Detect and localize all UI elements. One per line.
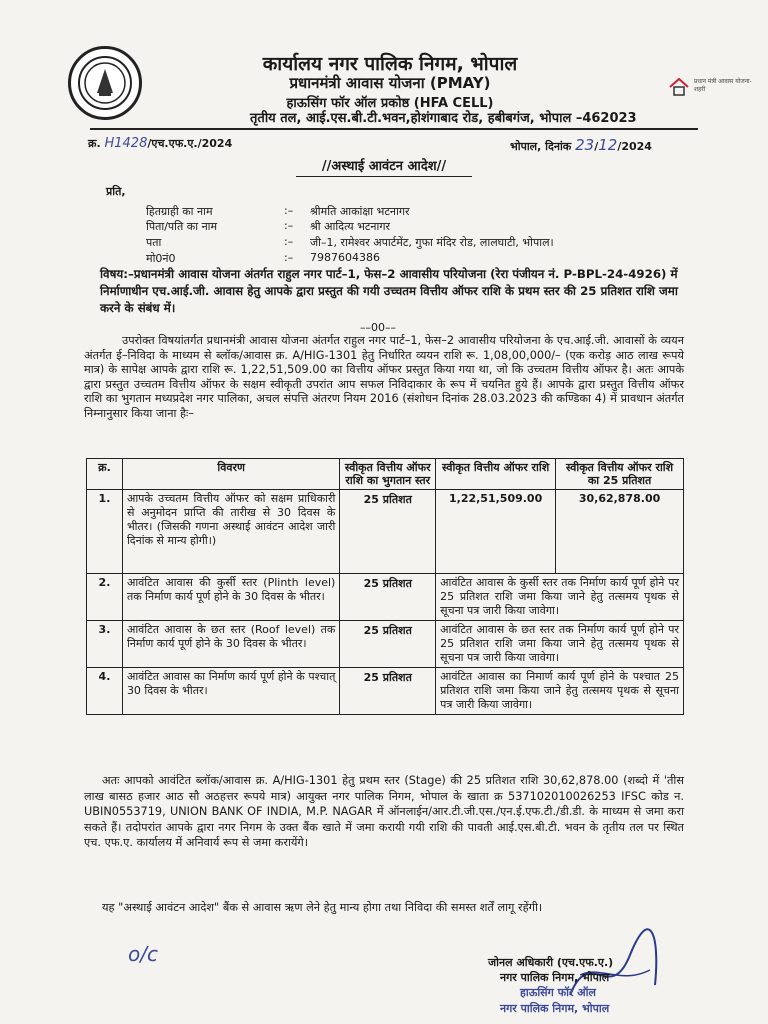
row-percent-amount: 30,62,878.00 xyxy=(556,490,684,574)
table-row xyxy=(87,668,684,715)
to-label: प्रति, xyxy=(106,185,126,198)
letter-date: भोपाल, दिनांक 23/12/2024 xyxy=(510,136,652,154)
table-row xyxy=(87,621,684,668)
office-address: तृतीय तल, आई.एस.बी.टी.भवन,होशंगाबाद रोड, हबीबगंज, भोपाल –462023 xyxy=(250,111,637,126)
scheme-name: प्रधानमंत्री आवास योजना (PMAY) xyxy=(289,74,491,92)
row-level: 25 प्रतिशत xyxy=(340,490,436,574)
office-name: कार्यालय नगर पालिक निगम, भोपाल xyxy=(262,53,518,75)
row-level: 25 प्रतिशत xyxy=(340,621,436,668)
payment-schedule-table xyxy=(86,458,684,715)
signatory-title: जोनल अधिकारी (एच.एफ.ए.) xyxy=(488,956,614,969)
header-divider xyxy=(90,128,698,130)
row-description: आवंटित आवास का निर्माण कार्य पूर्ण होने के पश्चात् 30 दिवस के भीतर। xyxy=(122,668,339,715)
cell-name: हाऊसिंग फॉर ऑल प्रकोष्ठ (HFA CELL) xyxy=(286,96,494,111)
stamp-line-2: नगर पालिक निगम, भोपाल xyxy=(500,1002,610,1015)
body-paragraph-2: अतः आपको आवंटित ब्लॉक/आवास क्र. A/HIG-1301 हेतु प्रथम स्तर (Stage) की 25 प्रतिशत राशि 30,62,878.00 (शब्दो में 'तीस लाख बासठ हजार आठ सौ अठहत्तर रूपये मात्र) आयुक्त नगर पालिक निगम, भोपाल के खाता क्र 537102010026253 IFSC कोड न. UBIN0553719, UNION BANK OF INDIA, M.P. NAGAR में ऑनलाईन/आर.टी.जी.एस./एन.ई.एफ.टी./डी.डी. के माध्यम से जमा करा सकते हैं। तदोपरांत आपके द्वारा नगर निगम के उक्त बैंक खाते में जमा करायी गयी राशि की पावती आई.एस.बी.टी. भवन के तृतीय तल पर स्थित एच. एफ.ए. कार्यालय में अनिवार्य रूप से जमा करायेंगे। xyxy=(84,774,684,849)
table-row xyxy=(87,490,684,574)
table-header: स्वीकृत वित्तीय ऑफर राशि xyxy=(436,459,556,490)
row-number: 1. xyxy=(87,490,123,574)
row-description: आवंटित आवास की कुर्सी स्तर (Plinth level) तक निर्माण कार्य पूर्ण होने के 30 दिवस के भीतर। xyxy=(122,574,339,621)
row-note: आवंटित आवास का निमार्ण कार्य पूर्ण होने के पश्चात 25 प्रतिशत राशि जमा किया जाने हेतु तत्समय पृथक से सूचना पत्र जारी किया जावेगा। xyxy=(436,668,684,715)
signatory-org: नगर पालिक निगम, भोपाल xyxy=(500,971,610,984)
handwritten-note: o/c xyxy=(128,942,158,966)
municipal-emblem-logo xyxy=(68,46,142,120)
house-icon xyxy=(668,76,690,98)
order-title: //अस्थाई आवंटन आदेश// xyxy=(296,156,472,177)
table-header: क्र. xyxy=(87,459,123,490)
row-level: 25 प्रतिशत xyxy=(340,668,436,715)
row-note: आवंटित आवास के कुर्सी स्तर तक निर्माण कार्य पूर्ण होने पर 25 प्रतिशत राशि जमा किया जाने हेतु तत्समय पृथक से सूचना पत्र जारी किया जावेगा। xyxy=(436,574,684,621)
table-header: विवरण xyxy=(122,459,339,490)
pmay-logo xyxy=(668,70,758,110)
subject-text: विषय:–प्रधानमंत्री आवास योजना अंतर्गत राहुल नगर पार्ट–1, फेस–2 आवासीय परियोजना (रेरा पंजीयन नं. P-BPL-24-4926) में निर्माणाधीन एच.आई.जी. आवास हेतु आपके द्वारा प्रस्तुत की गयी उच्चतम वित्तीय ऑफर राशि के प्रथम स्तर की 25 प्रतिशत राशि जमा करने के संबंध में। xyxy=(100,267,678,315)
document-page: प्रधान मंत्री आवास योजना-शहरी कार्यालय नगर पालिक निगम, भोपाल प्रधानमंत्री आवास योजना (PMAY) हाऊसिंग फॉर ऑल प्रकोष्ठ (HFA CELL) तृतीय तल, आई.एस.बी.टी.भवन,होशंगाबाद रोड, हबीबगंज, भोपाल –462023 क्र. H1428/एच.एफ.ए./2024 भोपाल, दिनांक 23/12/2024 //अस्थाई आवंटन आदेश// प्रति, हितग्राही का नाम :– श्रीमति आकांक्षा भटनागर पिता/पति का नाम :– श्री आदित्य भटनागर पता :– जी–1, रामेश्वर अपार्टमेंट, गुफा मंदिर रोड, लालघाटी, भोपाल। मो0नं0 :– 7987604386 विषय:–प्रधानमंत्री आवास योजना अंतर्गत राहुल नगर पार्ट–1, फेस–2 आवासीय परियोजना (रेरा पंजीयन नं. P-BPL-24-4926) में निर्माणाधीन एच.आई.जी. आवास हेतु आपके द्वारा प्रस्तुत की गयी उच्चतम वित्तीय ऑफर राशि के प्रथम स्तर की 25 प्रतिशत राशि जमा करने के संबंध में। ––00–– उपरोक्त विषयांतर्गत प्रधानमंत्री आवास योजना अंतर्गत राहुल नगर पार्ट–1, फेस–2 आवासीय परियोजना के एच.आई.जी. आवासों के व्ययन अंतर्गत ई–निविदा के माध्यम से ब्लॉक/आवास क्र. A/HIG-1301 हेतु निर्धारित व्ययन राशि रू. 1,08,00,000/– (एक करोड़ आठ लाख रूपये मात्र) के सापेक्ष आपके द्वारा राशि रू. 1,22,51,509.00 का वित्तीय ऑफर प्रस्तुत किया गया था, जो कि उच्चतम वित्तीय ऑफर है। अतः आपके द्वारा प्रस्तुत उच्चतम वित्तीय ऑफर के सक्षम स्वीकृती उपरांत आप सफल निविदाकार के रूप में चयनित हुये हैं। आपके द्वारा प्रस्तुत वित्तीय ऑफर राशि का भुगतान मध्यप्रदेश नगर पालिका, अचल संपत्ति अंतरण नियम 2016 (संशोधन दिनांक 28.03.2023 की कण्डिका 4) में प्रावधान अंतर्गत निम्नानुसार किया जाना हैः– क्र. विवरण स्वीकृत वित्तीय ऑफर राशि का भुगतान स्तर स्वीकृत वित्तीय ऑफर राशि स्वीकृत वित्तीय ऑफर राशि का 25 प्रतिशत 1. आपके उच्चतम वित्तीय ऑफर को सक्षम प्राधिकारी से अनुमोदन प्राप्ति की तारीख से 30 दिवस के भीतर। (जिसकी गणना अस्थाई आवंटन आदेश जारी दिनांक से मान्य होगी।) 25 प्रतिशत 1,22,51,509.00 30,62,878.00 2. आवंटित आवास की कुर्सी स्तर (Plinth level) तक निर्माण कार्य पूर्ण होने के 30 दिवस के भीतर। 25 प्रतिशत आवंटित आवास के कुर्सी स्तर तक निर्माण कार्य पूर्ण होने पर 25 प्रतिशत राशि जमा किया जाने हेतु तत्समय पृथक से सूचना पत्र जारी किया जावेगा। 3. आवंटित आवास के छत स्तर (Roof level) तक निर्माण कार्य पूर्ण होने के 30 दिवस के भीतर। 25 प्रतिशत आवंटित आवास के छत स्तर तक निर्माण कार्य पूर्ण होने पर 25 प्रतिशत राशि जमा किया जाने हेतु तत्समय पृथक से सूचना पत्र जारी किया जावेगा। 4. आवंटित आवास का निर्माण कार्य पूर्ण होने के पश्चात् 30 दिवस के भीतर। 25 प्रतिशत आवंटित आवास का निमार्ण कार्य पूर्ण होने के पश्चात 25 प्रतिशत राशि जमा किया जाने हेतु तत्समय पृथक से सूचना पत्र जारी किया जावेगा। अतः आपको आवंटित ब्लॉक/आवास क्र. A/HIG-1301 हेतु प्रथम स्तर (Stage) की 25 प्रतिशत राशि 30,62,878.00 (शब्दो में 'तीस लाख बासठ हजार आठ सौ अठहत्तर रूपये मात्र) आयुक्त नगर पालिक निगम, भोपाल के खाता क्र 537102010026253 IFSC कोड न. UBIN0553719, UNION BANK OF INDIA, M.P. NAGAR में ऑनलाईन/आर.टी.जी.एस./एन.ई.एफ.टी./डी.डी. के माध्यम से जमा करा सकते हैं। तदोपरांत आपके द्वारा नगर निगम के उक्त बैंक खाते में जमा करायी गयी राशि की पावती आई.एस.बी.टी. भवन के तृतीय तल पर स्थित एच. एफ.ए. कार्यालय में अनिवार्य रूप से जमा करायेंगे। यह "अस्थाई आवंटन आदेश" बैंक से आवास ऋण लेने हेतु मान्य होगा तथा निविदा की समस्त शर्तें लागू रहेंगी। o/c जोनल अधिकारी (एच.एफ.ए.) नगर पालिक निगम, भोपाल हाऊसिंग फॉर ऑल नगर पालिक निगम, भोपाल xyxy=(0,0,768,1024)
table-header: स्वीकृत वित्तीय ऑफर राशि का 25 प्रतिशत xyxy=(556,459,684,490)
row-level: 25 प्रतिशत xyxy=(340,574,436,621)
table-header: स्वीकृत वित्तीय ऑफर राशि का भुगतान स्तर xyxy=(340,459,436,490)
row-number: 2. xyxy=(87,574,123,621)
reference-number: क्र. H1428/एच.एफ.ए./2024 xyxy=(88,136,233,151)
separator: ––00–– xyxy=(360,321,396,334)
body-paragraph-3: यह "अस्थाई आवंटन आदेश" बैंक से आवास ऋण लेने हेतु मान्य होगा तथा निविदा की समस्त शर्तें लागू रहेंगी। xyxy=(102,901,543,914)
table-row xyxy=(87,574,684,621)
table-header-row xyxy=(87,459,684,490)
stamp-line-1: हाऊसिंग फॉर ऑल xyxy=(520,986,597,999)
row-description: आवंटित आवास के छत स्तर (Roof level) तक निर्माण कार्य पूर्ण होने के 30 दिवस के भीतर। xyxy=(122,621,339,668)
row-number: 3. xyxy=(87,621,123,668)
body-paragraph-1: उपरोक्त विषयांतर्गत प्रधानमंत्री आवास योजना अंतर्गत राहुल नगर पार्ट–1, फेस–2 आवासीय परियोजना के एच.आई.जी. आवासों के व्ययन अंतर्गत ई–निविदा के माध्यम से ब्लॉक/आवास क्र. A/HIG-1301 हेतु निर्धारित व्ययन राशि रू. 1,08,00,000/– (एक करोड़ आठ लाख रूपये मात्र) के सापेक्ष आपके द्वारा राशि रू. 1,22,51,509.00 का वित्तीय ऑफर प्रस्तुत किया गया था, जो कि उच्चतम वित्तीय ऑफर है। अतः आपके द्वारा प्रस्तुत उच्चतम वित्तीय ऑफर के सक्षम स्वीकृती उपरांत आप सफल निविदाकार के रूप में चयनित हुये हैं। आपके द्वारा प्रस्तुत वित्तीय ऑफर राशि का भुगतान मध्यप्रदेश नगर पालिका, अचल संपत्ति अंतरण नियम 2016 (संशोधन दिनांक 28.03.2023 की कण्डिका 4) में प्रावधान अंतर्गत निम्नानुसार किया जाना हैः– xyxy=(84,334,684,420)
row-amount: 1,22,51,509.00 xyxy=(436,490,556,574)
row-number: 4. xyxy=(87,668,123,715)
row-note: आवंटित आवास के छत स्तर तक निर्माण कार्य पूर्ण होने पर 25 प्रतिशत राशि जमा किया जाने हेतु तत्समय पृथक से सूचना पत्र जारी किया जावेगा। xyxy=(436,621,684,668)
row-description: आपके उच्चतम वित्तीय ऑफर को सक्षम प्राधिकारी से अनुमोदन प्राप्ति की तारीख से 30 दिवस के भीतर। (जिसकी गणना अस्थाई आवंटन आदेश जारी दिनांक से मान्य होगी।) xyxy=(122,490,339,574)
pmay-logo-text: प्रधान मंत्री आवास योजना-शहरी xyxy=(694,78,752,93)
